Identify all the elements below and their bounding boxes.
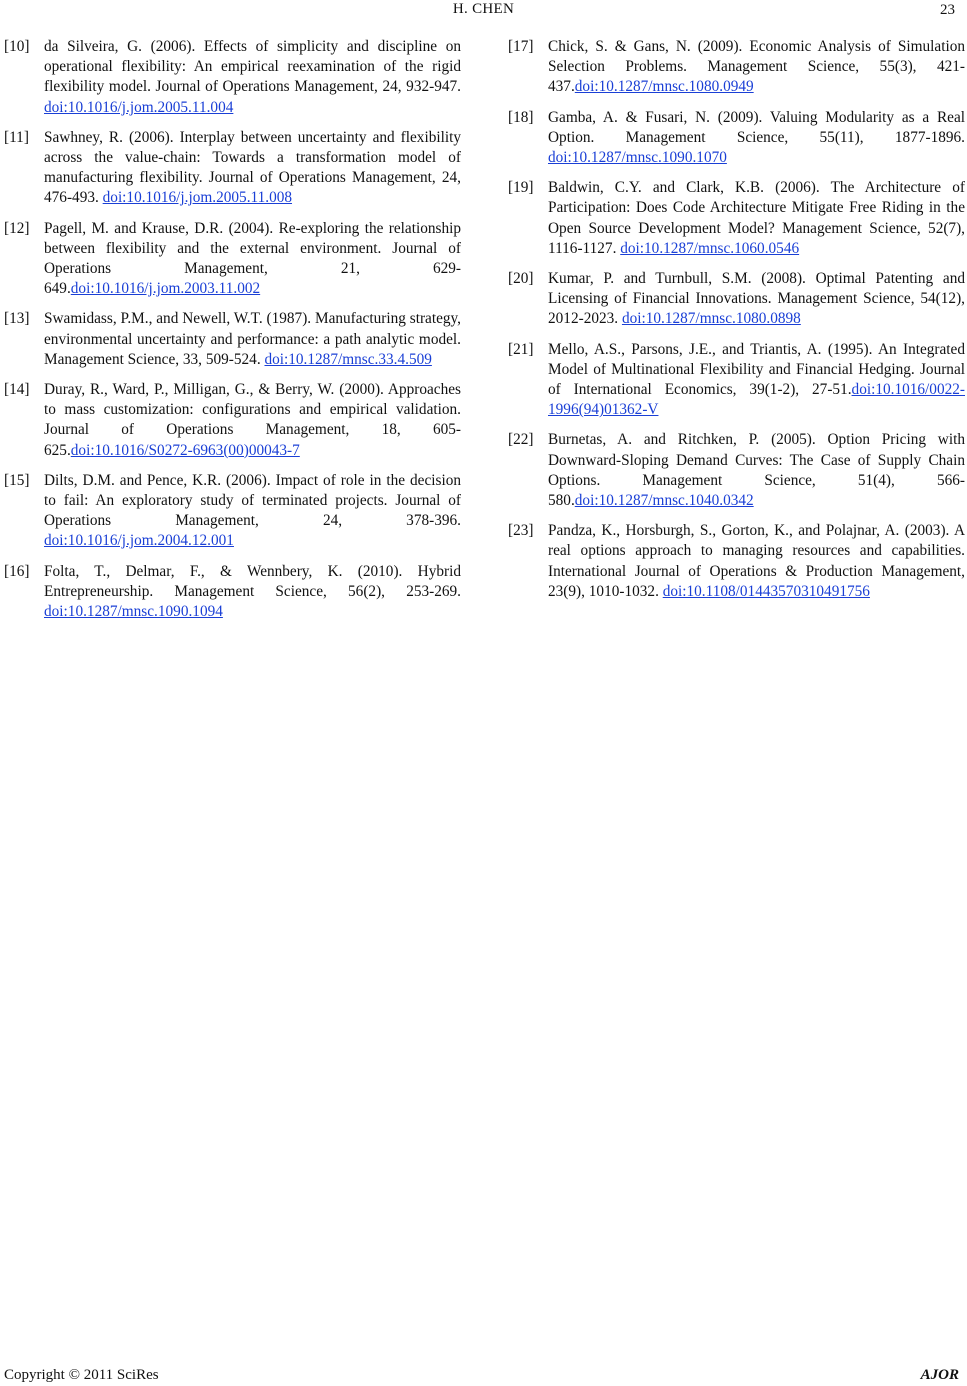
reference-citation: Dilts, D.M. and Pence, K.R. (2006). Impact of role in the decision to fail: An exploratory study of terminated projects. Journal of Operations Management, 24, 378-396. [44,471,461,530]
reference-item [4,562,461,623]
reference-number: [18] [508,108,534,126]
doi-link[interactable]: doi:10.1016/j.jom.2005.11.008 [102,189,293,207]
running-header-author: H. CHEN [452,1,515,17]
doi-link[interactable]: doi:10.1016/j.jom.2004.12.001 [44,532,234,550]
reference-number: [12] [4,219,30,237]
footer-copyright: Copyright © 2011 SciRes [4,1367,159,1383]
reference-item [4,219,461,300]
reference-number: [23] [508,522,534,540]
reference-text [548,178,965,259]
reference-text [548,521,965,602]
reference-citation: Burnetas, A. and Ritchken, P. (2005). Option Pricing with Downward-Sloping Demand Curves: The Case of Supply Chain Options. Management Science, 51(4), 566-580. [548,431,965,510]
reference-citation: Pandza, K., Horsburgh, S., Gorton, K., and Polajnar, A. (2003). A real options approach to managing resources and capabilities. International Journal of Operations & Production Management, 23(9), 1010-1032. [548,522,965,600]
reference-item [508,37,965,98]
doi-link[interactable]: doi:10.1287/mnsc.1060.0546 [620,239,800,257]
reference-number: [17] [508,38,534,55]
reference-number: [15] [4,471,30,489]
doi-link[interactable]: doi:10.1287/mnsc.1080.0898 [621,310,801,328]
reference-item [508,430,965,511]
reference-citation: Chick, S. & Gans, N. (2009). Economic Analysis of Simulation Selection Problems. Management Science, 55(3), 421-437. [548,38,965,96]
reference-item [508,108,965,169]
reference-number: [20] [508,270,534,288]
reference-text [44,128,461,209]
doi-link[interactable]: doi:10.1108/01443570310491756 [662,582,870,600]
doi-link[interactable]: doi:10.1016/0022-1996(94)01362-V [548,381,965,419]
reference-item [4,471,461,552]
reference-citation: Sawhney, R. (2006). Interplay between uncertainty and flexibility across the value-chain: Towards a transformation model of manufacturing flexibility. Journal of Operations Management, 24, 476-493. [44,128,461,207]
reference-citation: Kumar, P. and Turnbull, S.M. (2008). Optimal Patenting and Licensing of Financial Innovations. Management Science, 54(12), 2012-2023. [548,270,965,328]
reference-number: [13] [4,310,30,328]
references-right-column [508,37,965,612]
doi-link[interactable]: doi:10.1287/mnsc.33.4.509 [264,350,432,368]
reference-citation: Swamidass, P.M., and Newell, W.T. (1987). Manufacturing strategy, environmental uncertainty and performance: a path analytic model. Management Science, 33, 509-524. [44,310,461,368]
reference-text [44,562,461,623]
reference-text [44,309,461,370]
reference-item [4,128,461,209]
reference-number: [14] [4,381,30,399]
footer-journal-name: AJOR [920,1367,959,1383]
reference-item [4,309,461,370]
reference-item [508,178,965,259]
reference-item [508,340,965,421]
doi-link[interactable]: doi:10.1016/S0272-6963(00)00043-7 [70,441,300,459]
doi-link[interactable]: doi:10.1287/mnsc.1040.0342 [574,492,754,510]
reference-text [548,37,965,98]
reference-text [44,37,461,118]
reference-citation: da Silveira, G. (2006). Effects of simplicity and discipline on operational flexibility: An empirical reexamination of the rigid flexibility model. Journal of Operations Management, 24, 932-947. [44,38,461,96]
reference-text [548,269,965,330]
page-number: 23 [940,2,955,18]
doi-link[interactable]: doi:10.1016/j.jom.2005.11.004 [44,98,234,116]
reference-citation: Pagell, M. and Krause, D.R. (2004). Re-exploring the relationship between flexibility and the external environment. Journal of Operations Management, 21, 629-649. [44,219,461,298]
reference-item [508,521,965,602]
doi-link[interactable]: doi:10.1016/j.jom.2003.11.002 [70,280,261,298]
reference-item [4,37,461,118]
reference-number: [16] [4,562,30,580]
reference-number: [11] [4,128,29,146]
reference-text [44,380,461,461]
reference-item [4,380,461,461]
reference-citation: Mello, A.S., Parsons, J.E., and Triantis, A. (1995). An Integrated Model of Multinational Flexibility and Financial Hedging. Journal of International Economics, 39(1-2), 27-51. [548,340,965,399]
reference-text [548,340,965,421]
doi-link[interactable]: doi:10.1287/mnsc.1080.0949 [574,78,754,96]
references-left-column [4,37,461,632]
reference-citation: Baldwin, C.Y. and Clark, K.B. (2006). The Architecture of Participation: Does Code Architecture Mitigate Free Riding in the Open Source Development Model? Management Science, 52(7), 1116-1127. [548,179,965,257]
reference-number: [10] [4,38,30,55]
reference-number: [22] [508,431,534,449]
reference-citation: Gamba, A. & Fusari, N. (2009). Valuing Modularity as a Real Option. Management Science, 55(11), 1877-1896. [548,108,965,146]
reference-text [44,219,461,300]
reference-item [508,269,965,330]
reference-citation: Duray, R., Ward, P., Milligan, G., & Berry, W. (2000). Approaches to mass customization: configurations and empirical validation. Journal of Operations Management, 18, 605-625. [44,381,461,459]
reference-citation: Folta, T., Delmar, F., & Wennbery, K. (2010). Hybrid Entrepreneurship. Management Science, 56(2), 253-269. [44,562,461,600]
doi-link[interactable]: doi:10.1287/mnsc.1090.1070 [548,149,727,167]
reference-number: [19] [508,179,534,197]
reference-text [548,430,965,511]
reference-number: [21] [508,340,534,358]
reference-text [548,108,965,169]
doi-link[interactable]: doi:10.1287/mnsc.1090.1094 [44,603,223,621]
reference-text [44,471,461,552]
